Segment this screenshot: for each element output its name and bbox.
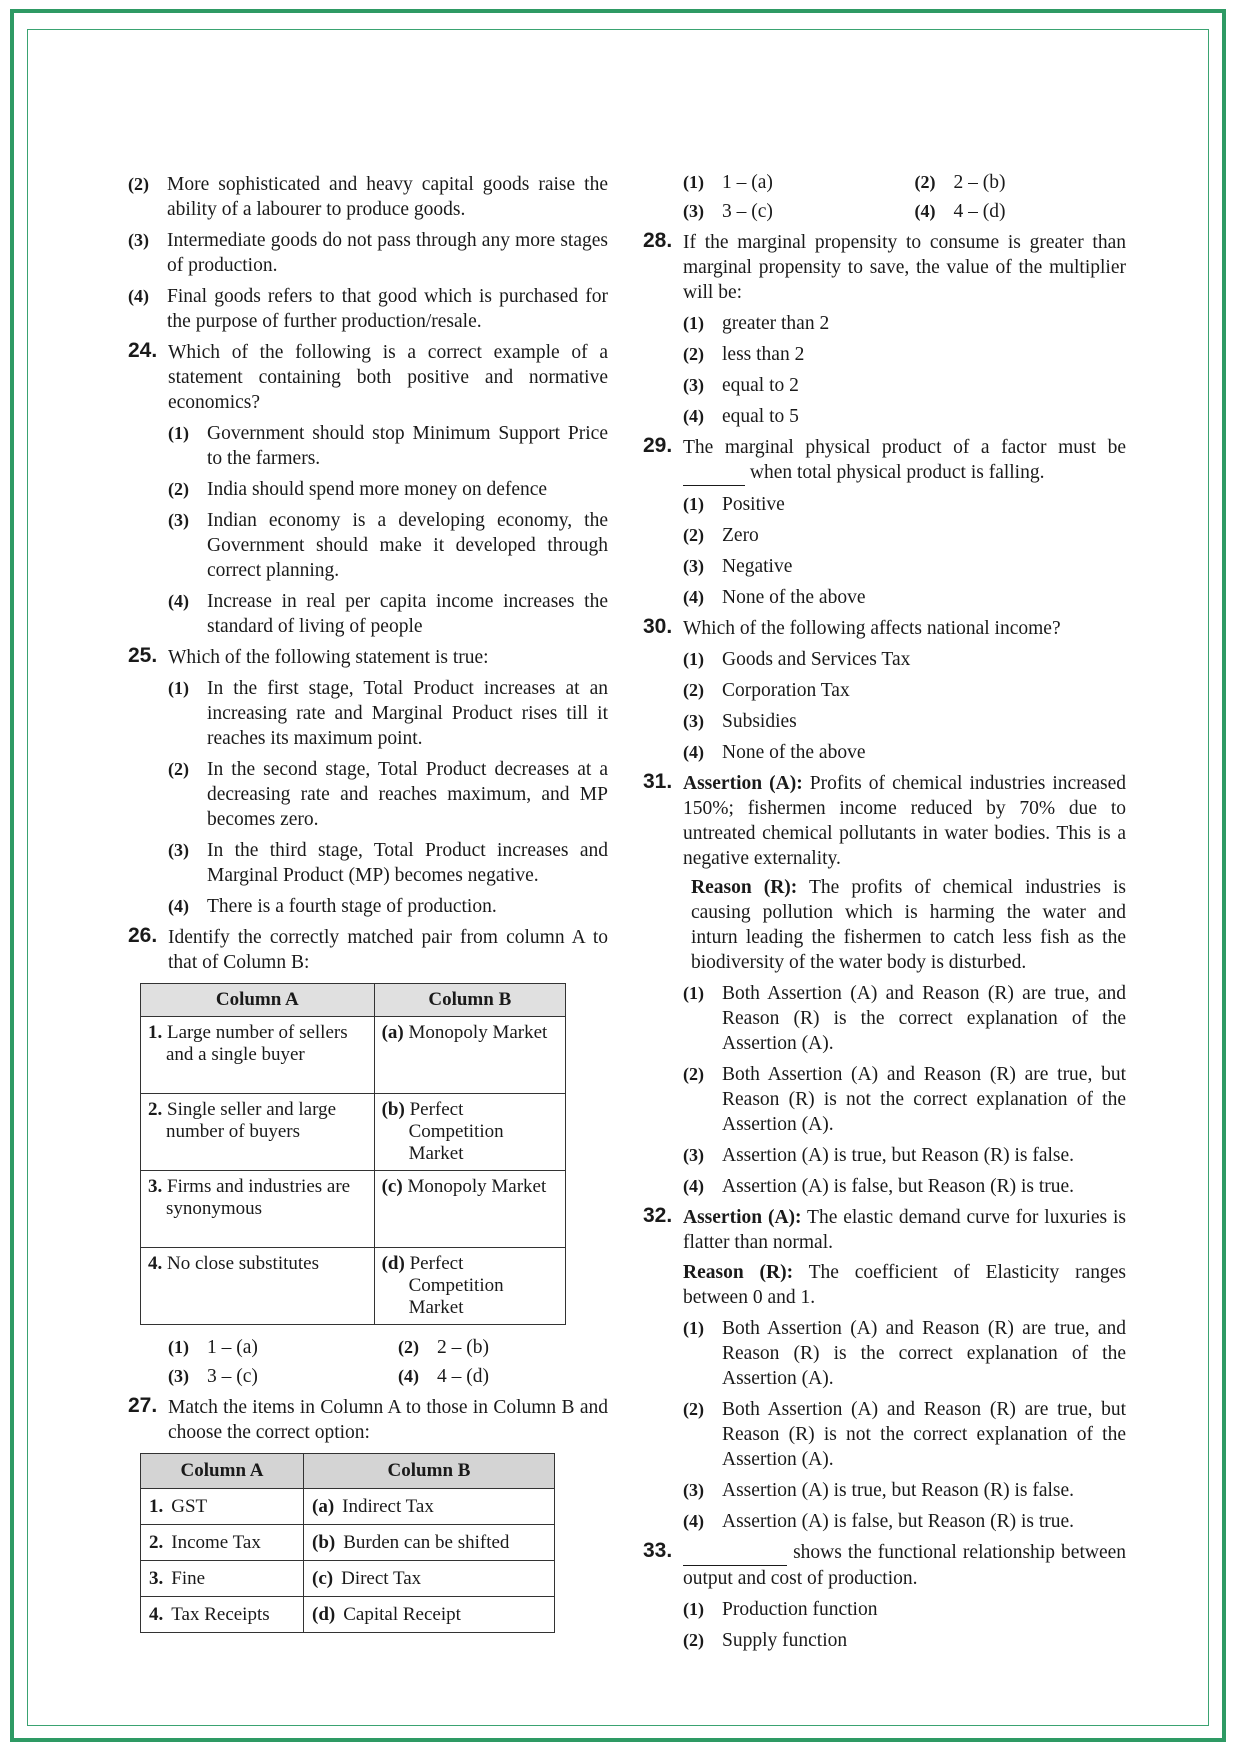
q33-option-1[interactable]: (1) Production function — [683, 1599, 878, 1620]
question-number: 28. — [643, 229, 673, 252]
left-column — [128, 166, 608, 1641]
table-header: Column A — [141, 984, 375, 1017]
table-row: 1. GST (a) Indirect Tax — [141, 1489, 555, 1525]
q28-option-3[interactable]: (3) equal to 2 — [683, 375, 799, 396]
question-number: 33. — [643, 1539, 673, 1562]
question-number: 27. — [128, 1394, 158, 1417]
table-header: Column B — [304, 1454, 555, 1489]
assertion-text: Assertion (A): Profits of chemical industries increased 150%; fishermen income reduced by 70% due to untreated chemical pollutants in water bodies. This is a negative externality. — [683, 773, 1126, 869]
q33-option-2[interactable]: (2) Supply function — [683, 1630, 848, 1651]
question-26 — [128, 925, 608, 975]
answer-blank[interactable] — [683, 460, 745, 486]
table-header: Column A — [141, 1454, 304, 1489]
q30-option-1[interactable]: (1) Goods and Services Tax — [683, 649, 911, 670]
q27-match-table — [140, 1453, 555, 1633]
question-text: Match the items in Column A to those in Column B and choose the correct option: — [168, 1397, 608, 1443]
q24-option-3[interactable]: (3) Indian economy is a developing economy, the Government should make it developed through correct planning. — [168, 510, 608, 581]
question-28 — [643, 230, 1126, 429]
q32-option-2[interactable]: (2) Both Assertion (A) and Reason (R) are true, but Reason (R) is not the correct explanation of the Assertion (A). — [683, 1399, 1126, 1470]
assertion-text: Assertion (A): The elastic demand curve for luxuries is flatter than normal. — [683, 1207, 1126, 1253]
q30-option-4[interactable]: (4) None of the above — [683, 742, 866, 763]
answer-blank[interactable] — [683, 1540, 787, 1566]
table-header: Column B — [374, 984, 565, 1017]
question-23-continued — [128, 172, 608, 334]
table-row: 2. Single seller and large number of buyers (b) Perfect Competition Market — [141, 1094, 566, 1171]
question-text: Identify the correctly matched pair from column A to that of Column B: — [168, 927, 608, 973]
q27-options — [643, 170, 1126, 224]
question-text: Which of the following statement is true: — [168, 647, 489, 668]
q28-option-4[interactable]: (4) equal to 5 — [683, 406, 799, 427]
q32-option-1[interactable]: (1) Both Assertion (A) and Reason (R) are true, and Reason (R) is the correct explanation of the Assertion (A). — [683, 1318, 1126, 1389]
table-row: 2. Income Tax (b) Burden can be shifted — [141, 1525, 555, 1561]
question-number: 30. — [643, 615, 673, 638]
q24-option-4[interactable]: (4) Increase in real per capita income increases the standard of living of people — [168, 591, 608, 637]
q30-option-3[interactable]: (3) Subsidies — [683, 711, 797, 732]
question-text: If the marginal propensity to consume is greater than marginal propensity to save, the value of the multiplier will be: — [683, 232, 1126, 303]
question-text: Which of the following affects national income? — [683, 618, 1061, 639]
question-24 — [128, 340, 608, 639]
question-25 — [128, 645, 608, 919]
reason-text: Reason (R): The coefficient of Elasticity ranges between 0 and 1. — [683, 1262, 1127, 1308]
question-text: shows the functional relationship between output and cost of production. — [683, 1542, 1127, 1589]
q29-option-3[interactable]: (3) Negative — [683, 556, 793, 577]
q26-option-1[interactable]: (1) 1 – (a) — [168, 1337, 258, 1358]
question-29 — [643, 435, 1126, 610]
q25-option-3[interactable]: (3) In the third stage, Total Product increases and Marginal Product (MP) becomes negative. — [168, 840, 608, 886]
q32-option-3[interactable]: (3) Assertion (A) is true, but Reason (R) is false. — [683, 1480, 1075, 1501]
table-row: 4. No close substitutes (d) Perfect Competition Market — [141, 1248, 566, 1325]
q25-option-1[interactable]: (1) In the first stage, Total Product increases at an increasing rate and Marginal Product rises till it reaches its maximum point. — [168, 678, 608, 749]
question-number: 32. — [643, 1204, 673, 1227]
q30-option-2[interactable]: (2) Corporation Tax — [683, 680, 850, 701]
table-row: 3. Fine (c) Direct Tax — [141, 1561, 555, 1597]
reason-text: Reason (R): The profits of chemical industries is causing pollution which is harming the water and inturn leading the fishermen to catch less fish as the biodiversity of the water body is disturbed. — [691, 877, 1126, 973]
q31-option-2[interactable]: (2) Both Assertion (A) and Reason (R) are true, but Reason (R) is not the correct explanation of the Assertion (A). — [683, 1064, 1126, 1135]
question-number: 26. — [128, 924, 158, 947]
table-row: 4. Tax Receipts (d) Capital Receipt — [141, 1597, 555, 1633]
q27-option-1[interactable]: (1) 1 – (a) — [683, 172, 773, 193]
q26-option-2[interactable]: (2) 2 – (b) — [398, 1337, 489, 1358]
q26-option-4[interactable]: (4) 4 – (d) — [398, 1366, 489, 1387]
q29-option-4[interactable]: (4) None of the above — [683, 587, 866, 608]
q31-option-3[interactable]: (3) Assertion (A) is true, but Reason (R) is false. — [683, 1145, 1075, 1166]
q31-option-4[interactable]: (4) Assertion (A) is false, but Reason (R) is true. — [683, 1176, 1075, 1197]
q28-option-1[interactable]: (1) greater than 2 — [683, 313, 830, 334]
q23-option-2[interactable]: (2) More sophisticated and heavy capital goods raise the ability of a labourer to produce goods. — [128, 174, 608, 220]
q32-option-4[interactable]: (4) Assertion (A) is false, but Reason (R) is true. — [683, 1511, 1075, 1532]
table-row: 1. Large number of sellers and a single buyer (a) Monopoly Market — [141, 1017, 566, 1094]
q25-option-2[interactable]: (2) In the second stage, Total Product decreases at a decreasing rate and reaches maximum, and MP becomes zero. — [168, 759, 608, 830]
right-column — [643, 170, 1126, 1659]
question-31 — [643, 771, 1126, 1199]
q25-option-4[interactable]: (4) There is a fourth stage of production. — [168, 896, 497, 917]
question-text: Which of the following is a correct example of a statement containing both positive and normative economics? — [168, 342, 608, 413]
q26-match-table — [140, 983, 566, 1325]
question-number: 29. — [643, 434, 673, 457]
q23-option-4[interactable]: (4) Final goods refers to that good which is purchased for the purpose of further production/resale. — [128, 286, 608, 332]
question-number: 31. — [643, 770, 673, 793]
q26-option-3[interactable]: (3) 3 – (c) — [168, 1366, 258, 1387]
q27-option-2[interactable]: (2) 2 – (b) — [914, 172, 1006, 193]
question-27 — [128, 1395, 608, 1445]
q24-option-1[interactable]: (1) Government should stop Minimum Support Price to the farmers. — [168, 423, 608, 469]
question-number: 24. — [128, 339, 158, 362]
q31-option-1[interactable]: (1) Both Assertion (A) and Reason (R) are true, and Reason (R) is the correct explanation of the Assertion (A). — [683, 983, 1126, 1054]
q29-option-1[interactable]: (1) Positive — [683, 494, 785, 515]
question-number: 25. — [128, 644, 158, 667]
q29-option-2[interactable]: (2) Zero — [683, 525, 759, 546]
question-32 — [643, 1205, 1126, 1534]
q27-option-4[interactable]: (4) 4 – (d) — [914, 201, 1006, 222]
question-33 — [643, 1540, 1126, 1653]
table-row: 3. Firms and industries are synonymous (c) Monopoly Market — [141, 1171, 566, 1248]
q24-option-2[interactable]: (2) India should spend more money on defence — [168, 479, 548, 500]
q23-option-3[interactable]: (3) Intermediate goods do not pass through any more stages of production. — [128, 230, 608, 276]
question-text: The marginal physical product of a factor must be when total physical product is falling. — [683, 435, 1126, 486]
q28-option-2[interactable]: (2) less than 2 — [683, 344, 805, 365]
q26-options — [128, 1335, 608, 1389]
question-30 — [643, 616, 1126, 765]
q27-option-3[interactable]: (3) 3 – (c) — [683, 201, 773, 222]
